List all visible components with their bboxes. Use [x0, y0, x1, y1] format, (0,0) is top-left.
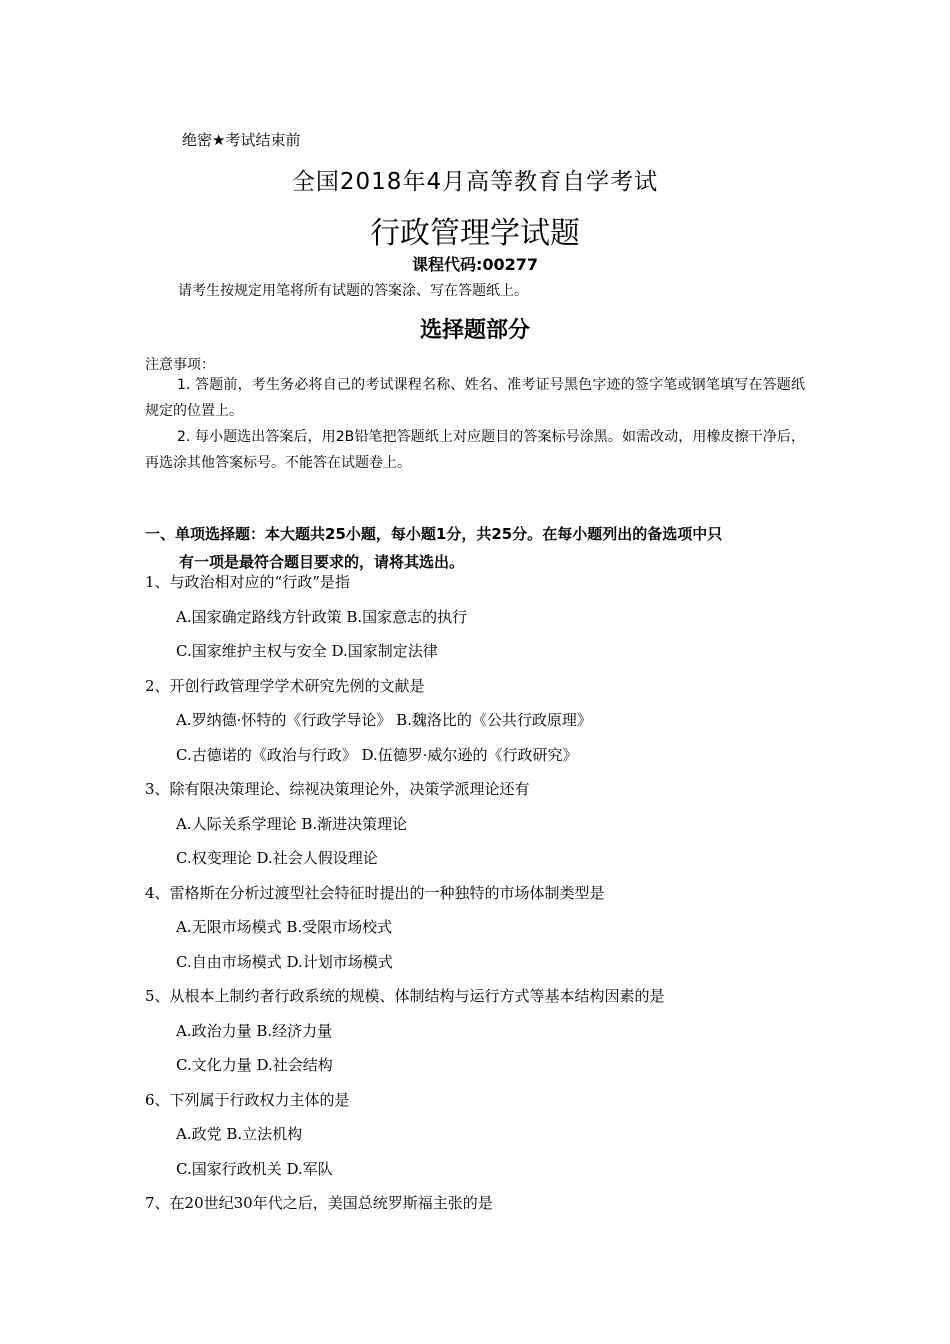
exam-title: 全国2018年4月高等教育自学考试	[291, 169, 659, 195]
question-stem: 5、从根本上制约者行政系统的规模、体制结构与运行方式等基本结构因素的是	[145, 987, 665, 1005]
part-heading	[145, 520, 805, 576]
confidential-mark: 绝密★考试结束前	[182, 131, 301, 149]
question-options: C.文化力量 D.社会结构	[176, 1056, 333, 1074]
question-options: C.国家行政机关 D.军队	[176, 1160, 333, 1178]
note-item: 2. 每小题选出答案后，用2B铅笔把答题纸上对应题目的答案标号涂黑。如需改动，用橡皮擦干净后，再选涂其他答案标号。不能答在试题卷上。	[145, 429, 805, 471]
answer-instruction: 请考生按规定用笔将所有试题的答案涂、写在答题纸上。	[178, 283, 528, 299]
question-options: A.人际关系学理论 B.渐进决策理论	[176, 815, 408, 833]
question-options: C.权变理论 D.社会人假设理论	[176, 849, 378, 867]
question-stem: 1、与政治相对应的“行政”是指	[145, 573, 350, 591]
question-stem: 7、在20世纪30年代之后，美国总统罗斯福主张的是	[145, 1194, 493, 1212]
question-options: C.国家维护主权与安全 D.国家制定法律	[176, 642, 438, 660]
section-title: 选择题部分	[419, 318, 530, 343]
course-code: 课程代码:00277	[411, 255, 539, 274]
question-options: A.罗纳德·怀特的《行政学导论》 B.魏洛比的《公共行政原理》	[176, 711, 592, 729]
question-stem: 2、开创行政管理学学术研究先例的文献是	[145, 677, 425, 695]
subject-title: 行政管理学试题	[370, 216, 580, 251]
part-heading-line1: 一、单项选择题：本大题共25小题，每小题1分，共25分。在每小题列出的备选项中只	[145, 525, 723, 543]
question-options: A.政党 B.立法机构	[176, 1125, 303, 1143]
question-options: A.无限市场模式 B.受限市场校式	[176, 918, 393, 936]
part-heading-line2: 有一项是最符合题目要求的，请将其选出。	[179, 553, 465, 571]
question-options: C.古德诺的《政治与行政》 D.伍德罗·威尔逊的《行政研究》	[176, 746, 578, 764]
question-stem: 4、雷格斯在分析过渡型社会特征时提出的一种独特的市场体制类型是	[145, 884, 605, 902]
question-options: A.政治力量 B.经济力量	[176, 1022, 333, 1040]
question-stem: 3、除有限决策理论、综视决策理论外，决策学派理论还有	[145, 780, 530, 798]
notes-heading: 注意事项：	[145, 357, 215, 373]
question-options: A.国家确定路线方针政策 B.国家意志的执行	[176, 608, 468, 626]
note-item: 1. 答题前，考生务必将自己的考试课程名称、姓名、准考证号黑色字迹的签字笔或钢笔填写在答题纸规定的位置上。	[145, 377, 805, 419]
question-stem: 6、下列属于行政权力主体的是	[145, 1091, 350, 1109]
question-options: C.自由市场模式 D.计划市场模式	[176, 953, 393, 971]
